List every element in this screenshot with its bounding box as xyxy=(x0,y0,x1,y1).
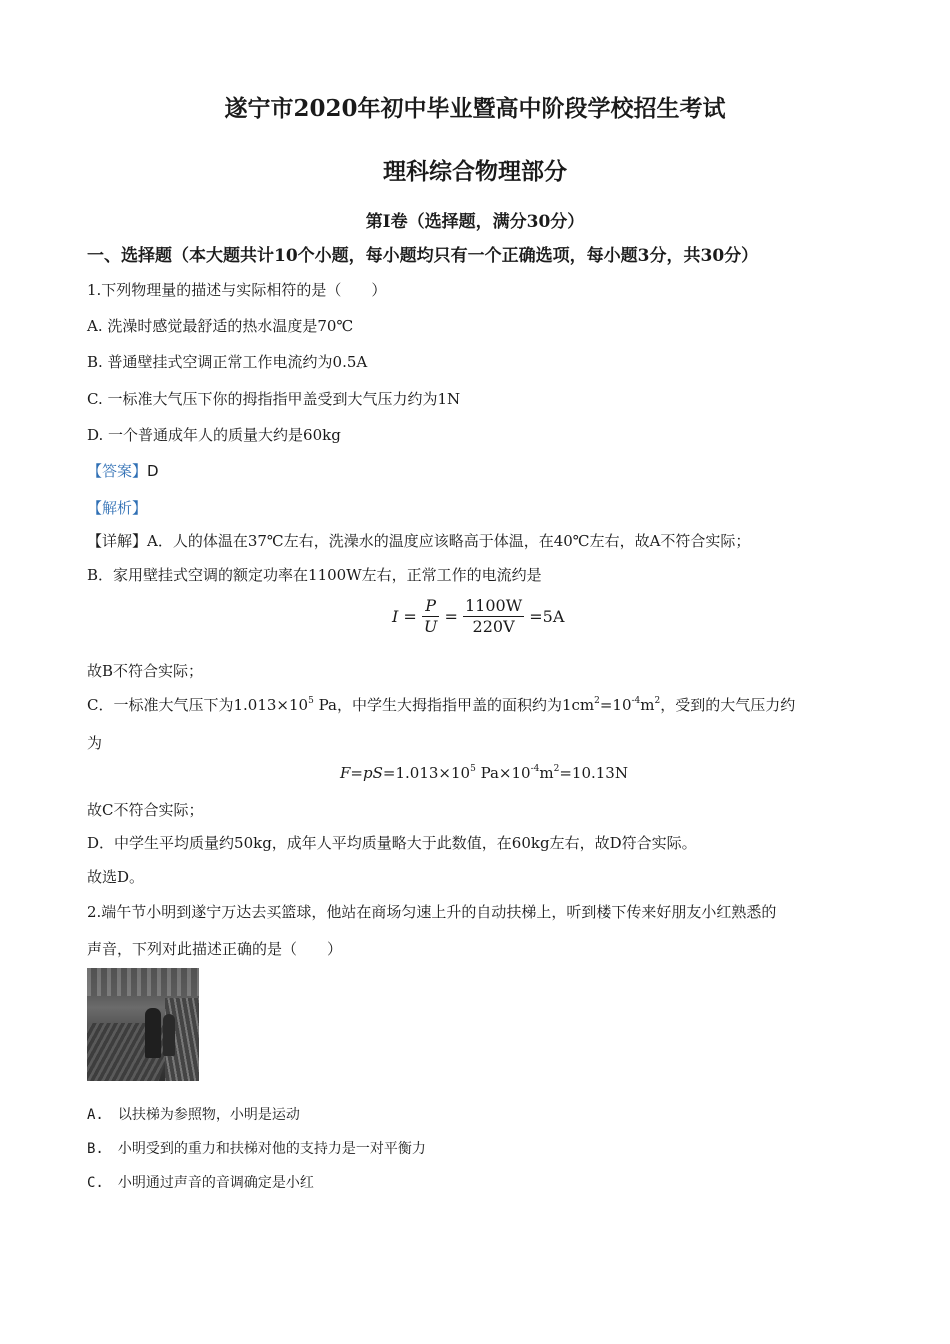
q2-option-a: A. 以扶梯为参照物，小明是运动 xyxy=(87,1107,300,1123)
detail-c-text: ，受到的大气压力约 xyxy=(660,696,796,714)
superscript: 2 xyxy=(654,696,661,706)
q2-option-c: C. 小明通过声音的音调确定是小红 xyxy=(87,1175,314,1191)
formula-lhs: I xyxy=(392,607,399,626)
photo-ceiling xyxy=(87,968,199,996)
fraction-numerator: 1100W xyxy=(465,596,523,615)
answer-value: D xyxy=(147,462,159,480)
q1-option-a: A. 洗澡时感觉最舒适的热水温度是70℃ xyxy=(87,317,354,335)
formula-part: = xyxy=(350,764,363,782)
formula-part: m xyxy=(539,764,554,782)
superscript: 2 xyxy=(594,696,600,706)
volume-heading: 第I卷（选择题，满分30分） xyxy=(365,212,585,232)
fraction-power-voltage xyxy=(422,596,439,637)
formula-part: Pa×10 xyxy=(475,764,531,782)
fraction-numerator: P xyxy=(422,596,439,617)
q1-option-c: C. 一标准大气压下你的拇指指甲盖受到大气压力约为1N xyxy=(87,390,461,408)
formula-part: F xyxy=(340,764,351,782)
not-c: 故C不符合实际； xyxy=(87,801,204,819)
detail-c-text: Pa，中学生大拇指指甲盖的面积约为1cm xyxy=(313,696,595,714)
detail-c-wrap: 为 xyxy=(87,734,103,752)
formula-part: =1.013×10 xyxy=(382,764,471,782)
detail-c-text: C．一标准大气压下为1.013×10 xyxy=(87,696,309,714)
superscript: 5 xyxy=(308,696,314,706)
fraction-denominator: 220V xyxy=(472,617,515,636)
formula-eq2: = xyxy=(444,607,458,626)
detail-c xyxy=(87,694,795,715)
answer-line xyxy=(87,460,159,481)
detail-b: B．家用壁挂式空调的额定功率在1100W左右，正常工作的电流约是 xyxy=(87,566,542,584)
detail-d: D．中学生平均质量约50kg，成年人平均质量略大于此数值，在60kg左右，故D符合实际。 xyxy=(87,834,697,852)
superscript: 2 xyxy=(553,764,560,774)
formula-eq1: = xyxy=(403,607,417,626)
escalator-photo xyxy=(87,968,199,1081)
superscript: 5 xyxy=(470,764,476,774)
page-title: 遂宁市2020年初中毕业暨高中阶段学校招生考试 xyxy=(224,95,726,122)
q2-stem-line1: 2.端午节小明到遂宁万达去买篮球，他站在商场匀速上升的自动扶梯上，听到楼下传来好朋友小红熟悉的 xyxy=(87,903,777,921)
not-b: 故B不符合实际； xyxy=(87,662,204,680)
fraction-denominator: U xyxy=(423,617,438,636)
superscript: -4 xyxy=(530,764,540,774)
q1-option-d: D. 一个普通成年人的质量大约是60kg xyxy=(87,426,341,444)
analysis-tag: 【解析】 xyxy=(87,499,148,517)
photo-person xyxy=(163,1014,175,1056)
choose-line: 故选D。 xyxy=(87,868,145,886)
q2-stem-line2: 声音，下列对此描述正确的是（ ） xyxy=(87,940,343,958)
q1-stem: 1.下列物理量的描述与实际相符的是（ ） xyxy=(87,281,387,299)
fraction-values xyxy=(463,596,524,637)
section-heading: 一、选择题（本大题共计10个小题，每小题均只有一个正确选项，每小题3分，共30分） xyxy=(87,246,759,266)
q2-option-b: B. 小明受到的重力和扶梯对他的支持力是一对平衡力 xyxy=(87,1141,426,1157)
formula-part: =10.13N xyxy=(559,764,628,782)
formula-result: =5A xyxy=(529,607,565,626)
detail-a: 【详解】A．人的体温在37℃左右，洗澡水的温度应该略高于体温，在40℃左右，故A不符合实际； xyxy=(87,532,751,550)
answer-tag: 【答案】 xyxy=(87,462,148,480)
formula-force xyxy=(340,764,628,782)
formula-current xyxy=(392,596,564,637)
q1-option-b: B. 普通壁挂式空调正常工作电流约为0.5A xyxy=(87,353,368,371)
page-subtitle: 理科综合物理部分 xyxy=(383,158,567,185)
detail-c-text: m xyxy=(640,696,655,714)
photo-person xyxy=(145,1008,161,1058)
superscript: -4 xyxy=(631,696,641,706)
formula-part: pS xyxy=(363,764,383,782)
detail-c-text: =10 xyxy=(599,696,632,714)
